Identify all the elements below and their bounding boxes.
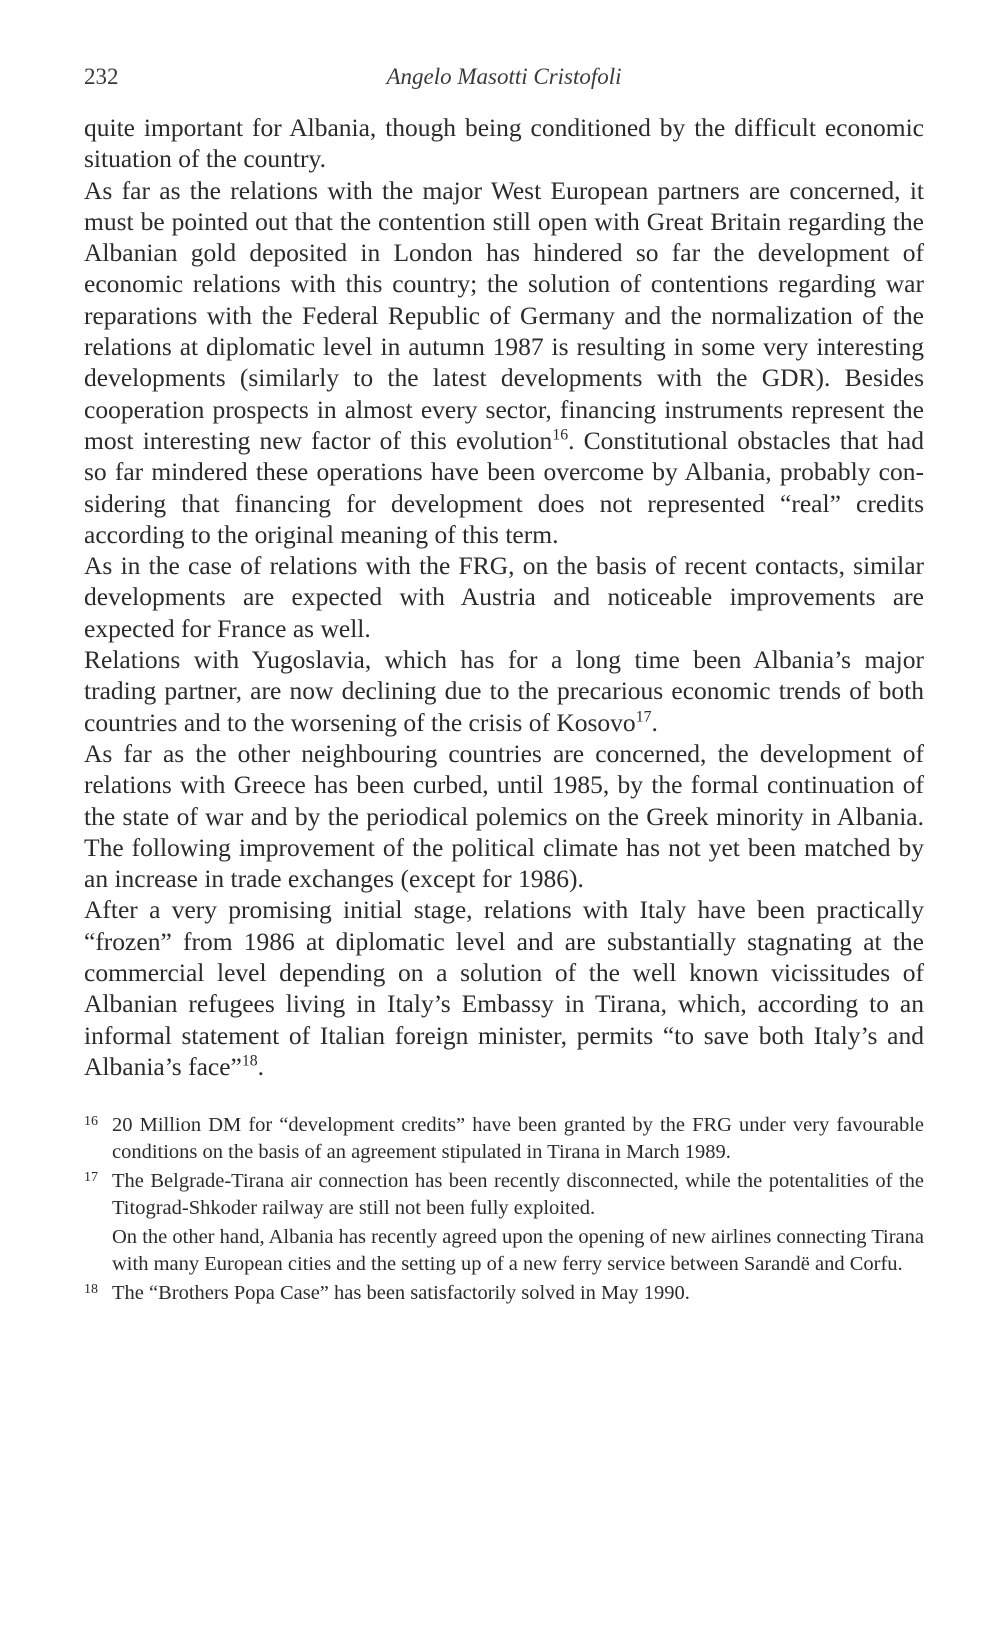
footnote-text: The Belgrade-Tirana air connection has been recently disconnected, while the potentalities of the Titograd-Shkoder railway are still not been fully exploited. xyxy=(112,1170,924,1220)
footnote-continuation: On the other hand, Albania has recently agreed upon the opening of new airlines connecting Tirana with many European cities and the setting up of a new ferry service between Sarandë and Corfu. xyxy=(112,1226,924,1276)
footnote-reference-17[interactable]: 17 xyxy=(635,708,652,726)
footnote-17 xyxy=(84,1168,924,1278)
footnote-text: The “Brothers Popa Case” has been satisfactorily solved in May 1990. xyxy=(112,1282,690,1305)
book-page xyxy=(84,58,924,1309)
page-number: 232 xyxy=(84,64,119,89)
paragraph xyxy=(84,738,924,894)
footnote-reference-16[interactable]: 16 xyxy=(552,426,569,444)
footnote-text: 20 Million DM for “development credits” have been granted by the FRG under very favourable conditions on the basis of an agreement stipulated in Tirana in March 1989. xyxy=(112,1114,924,1164)
paragraph xyxy=(84,644,924,738)
footnote-18 xyxy=(84,1280,924,1307)
paragraph-text: As far as the relations with the major West European partners are concerned, it must be pointed out that the contention still open with Great Britain regarding the Albanian gold deposited in London has hindered so far the development of economic relations with this country; the solution of contentions regarding war reparations with the Federal Republic of Germany and the normalization of the relations at diplomatic level in autumn 1987 is resulting in some very interesting developments (similarly to the latest developments with the GDR). Besides cooperation prospects in almost every sector, financing instruments represent the most interesting new factor of this evolution xyxy=(84,175,924,455)
footnote-reference-18[interactable]: 18 xyxy=(241,1052,258,1070)
footnote-16 xyxy=(84,1112,924,1166)
paragraph xyxy=(84,112,924,175)
paragraph-text: After a very promising initial stage, relations with Italy have been practically “frozen” from 1986 at diplomatic level and are substantially stagnating at the commercial level depending on a solution of the well known vicissitudes of Albanian refugees living in Italy’s Embassy in Tirana, which, according to an informal statement of Italian foreign minister, permits “to save both Italy’s and Albania’s face” xyxy=(84,895,924,1081)
footnotes xyxy=(84,1112,924,1307)
paragraph xyxy=(84,550,924,644)
paragraph xyxy=(84,175,924,551)
paragraph-text: . Constitutional obstacles that had so far mindered these operations have been overcome by Albania, probably considering that financing for development does not represented “real” credits according to the original meaning of this term. xyxy=(84,425,925,549)
running-head xyxy=(84,58,924,98)
paragraph-text: Relations with Yugoslavia, which has for a long time been Albania’s major trading partner, are now declining due to the precarious economic trends of both countries and to the worsening of the crisis of Kosovo xyxy=(84,645,924,737)
running-title-author: Angelo Masotti Cristofoli xyxy=(386,64,622,89)
paragraph-text: As in the case of relations with the FRG, on the basis of recent contacts, similar developments are expected with Austria and noticeable improvements are expected for France as well. xyxy=(84,551,924,643)
paragraph-text: As far as the other neighbouring countries are concerned, the development of relations with Greece has been curbed, until 1985, by the formal continuation of the state of war and by the periodical polemics on the Greek minority in Albania. The following improvement of the political climate has not yet been matched by an increase in trade exchanges (except for 1986). xyxy=(84,738,924,894)
paragraph xyxy=(84,894,924,1082)
footnote-number: 18 xyxy=(84,1282,98,1298)
paragraph-text: quite important for Albania, though being conditioned by the difficult economic situation of the country. xyxy=(84,113,924,174)
body-text xyxy=(84,112,924,1082)
footnote-number: 17 xyxy=(84,1170,98,1186)
paragraph-text: . xyxy=(651,707,658,737)
paragraph-text: . xyxy=(257,1051,265,1081)
footnote-number: 16 xyxy=(84,1114,98,1130)
